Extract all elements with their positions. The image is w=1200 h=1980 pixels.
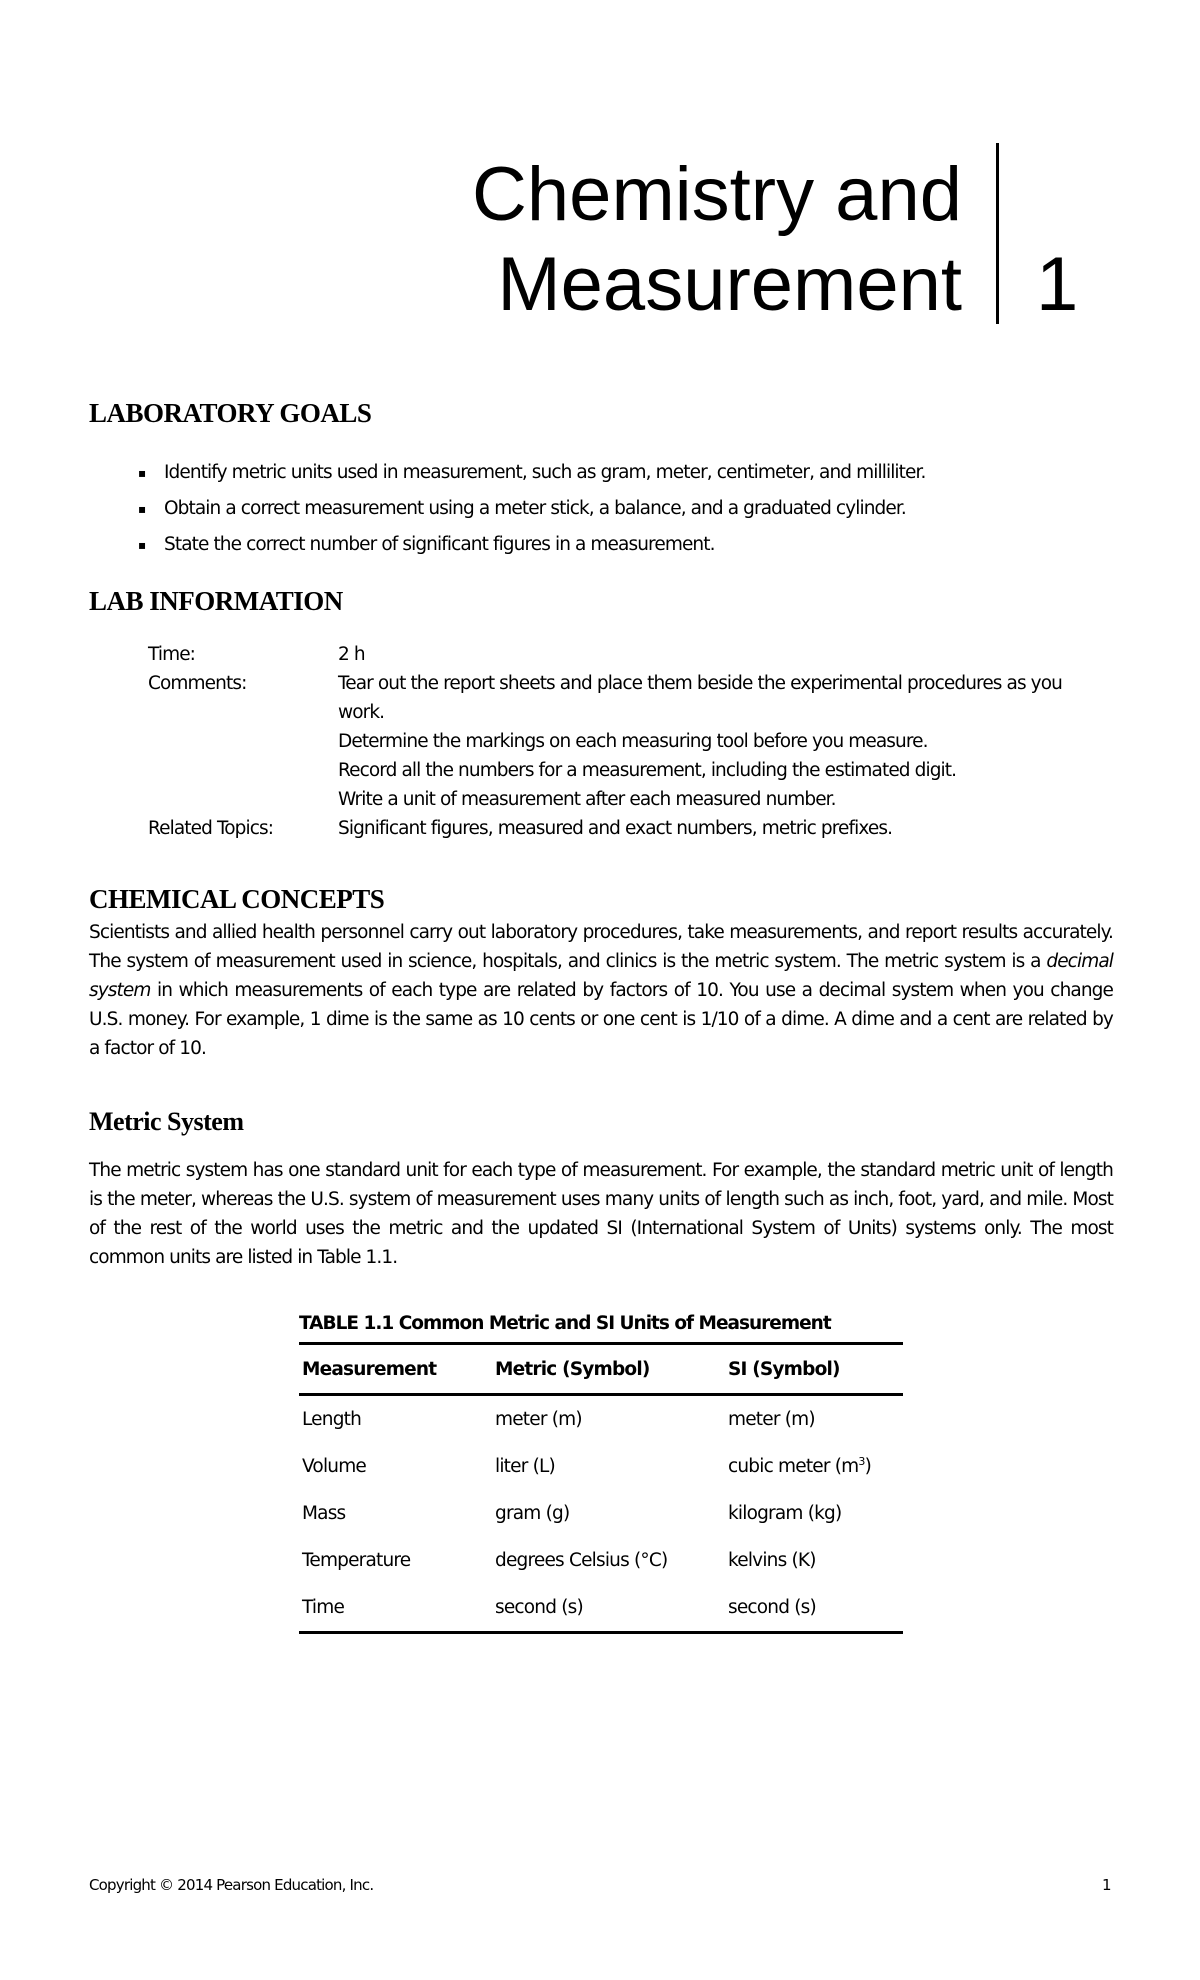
- chemical-concepts-paragraph: [89, 918, 1113, 1063]
- table-row: [299, 1537, 903, 1584]
- table-cell: liter (L): [495, 1456, 555, 1477]
- copyright-footer: Copyright © 2014 Pearson Education, Inc.: [89, 1876, 374, 1894]
- table-row: [299, 1584, 903, 1633]
- table-cell: degrees Celsius (°C): [495, 1550, 668, 1571]
- table-cell: kelvins (K): [728, 1550, 816, 1571]
- table-cell: kilogram (kg): [728, 1503, 842, 1524]
- table-header-row: [299, 1344, 903, 1395]
- page-number: 1: [1102, 1876, 1112, 1894]
- list-item: [112, 527, 1112, 563]
- table-caption: [299, 1306, 903, 1342]
- table-cell: meter (m): [495, 1409, 582, 1430]
- heading-lab-information: LAB INFORMATION: [89, 586, 343, 616]
- table-row: [299, 1490, 903, 1537]
- column-header: SI (Symbol): [728, 1358, 840, 1380]
- table-cell: second (s): [728, 1597, 816, 1618]
- cell-text: cubic meter (m: [728, 1456, 859, 1478]
- info-value: [338, 669, 1108, 814]
- list-item: [112, 491, 1112, 527]
- info-label: Time:: [148, 644, 196, 665]
- table-caption-text: Common Metric and SI Units of Measurement: [398, 1313, 831, 1334]
- paragraph-text: in which measurements of each type are related by factors of 10. You use a decimal system when you change U.S. money. For example, 1 dime is the same as 10 cents or one cent is 1/10 of a dime. A dime and a cent are related by a factor of 10.: [89, 980, 1113, 1059]
- bullet-icon: ▪: [138, 502, 146, 516]
- chapter-title-line-1: Chemistry and: [472, 152, 962, 237]
- heading-chemical-concepts: CHEMICAL CONCEPTS: [89, 884, 385, 914]
- comment-line: Tear out the report sheets and place them beside the experimental procedures as you work.: [338, 673, 1062, 723]
- info-label: Comments:: [148, 673, 247, 694]
- goal-text: Obtain a correct measurement using a meter stick, a balance, and a graduated cylinder.: [164, 498, 906, 519]
- superscript: 3: [858, 1455, 865, 1469]
- metric-system-paragraph: The metric system has one standard unit for each type of measurement. For example, the standard metric unit of length is the meter, whereas the U.S. system of measurement uses many units of length such as inch, foot, yard, and mile. Most of the rest of the world uses the metric and the updated SI (International System of Units) systems only. The most common units are listed in Table 1.1.: [89, 1160, 1113, 1268]
- info-row-related-topics: [148, 814, 1108, 843]
- table-row: [299, 1443, 903, 1490]
- table-cell: Volume: [302, 1456, 367, 1477]
- table-cell: Mass: [302, 1503, 346, 1524]
- paragraph-text: Scientists and allied health personnel carry out laboratory procedures, take measurements, and report results accurately. The system of measurement used in science, hospitals, and clinics is the metric system. The metric system is a: [89, 922, 1113, 972]
- info-value: 2 h: [338, 644, 365, 665]
- chapter-title-line-2: Measurement: [497, 242, 962, 327]
- goal-text: State the correct number of significant figures in a measurement.: [164, 534, 715, 555]
- units-table: [299, 1306, 903, 1634]
- title-divider: [996, 143, 999, 324]
- comment-line: Write a unit of measurement after each measured number.: [338, 789, 836, 810]
- emphasis-text: decimal system: [89, 951, 1113, 1001]
- table-row: [299, 1395, 903, 1444]
- table-cell: gram (g): [495, 1503, 570, 1524]
- table-cell: Time: [302, 1597, 345, 1618]
- goal-text: Identify metric units used in measurement, such as gram, meter, centimeter, and milliliter.: [164, 462, 926, 483]
- table-cell: second (s): [495, 1597, 583, 1618]
- units-table-grid: [299, 1342, 903, 1634]
- column-header: Measurement: [302, 1358, 437, 1380]
- table-cell: Temperature: [302, 1550, 411, 1571]
- comment-line: Record all the numbers for a measurement, including the estimated digit.: [338, 760, 957, 781]
- table-cell: [725, 1443, 903, 1490]
- info-row-time: [148, 640, 1108, 669]
- info-row-comments: [148, 669, 1108, 814]
- info-value: Significant figures, measured and exact numbers, metric prefixes.: [338, 818, 893, 839]
- cell-text: ): [864, 1456, 872, 1478]
- comment-line: Determine the markings on each measuring tool before you measure.: [338, 731, 928, 752]
- list-item: [112, 455, 1112, 491]
- lab-information-table: [148, 640, 1108, 843]
- column-header: Metric (Symbol): [495, 1358, 650, 1380]
- heading-metric-system: Metric System: [89, 1107, 244, 1136]
- table-cell: Length: [302, 1409, 362, 1430]
- chapter-number: 1: [1036, 242, 1079, 327]
- bullet-icon: ▪: [138, 538, 146, 552]
- chapter-title: [472, 150, 962, 330]
- table-cell: meter (m): [728, 1409, 815, 1430]
- heading-laboratory-goals: LABORATORY GOALS: [89, 398, 372, 428]
- table-caption-label: TABLE 1.1: [299, 1313, 394, 1334]
- goals-list: [112, 455, 1112, 563]
- info-label: Related Topics:: [148, 818, 274, 839]
- bullet-icon: ▪: [138, 466, 146, 480]
